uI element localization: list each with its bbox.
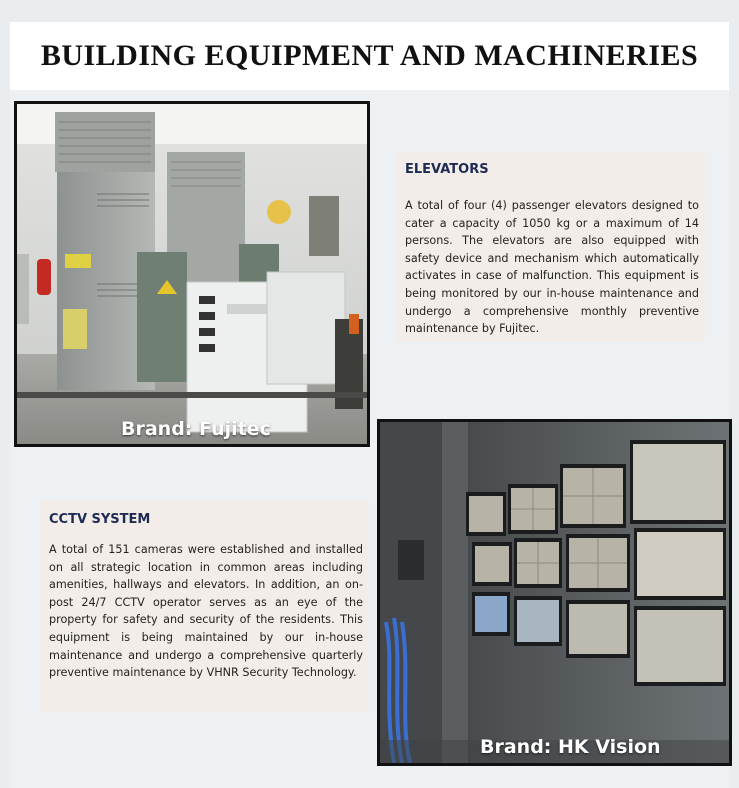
elevator-photo-illustration <box>17 104 367 444</box>
elevators-text-box <box>396 152 705 342</box>
page-title: BUILDING EQUIPMENT AND MACHINERIES <box>40 39 699 72</box>
cctv-text-box <box>40 500 369 712</box>
cctv-heading: CCTV SYSTEM <box>49 512 151 527</box>
elevator-brand-caption: Brand: Fujitec <box>121 418 271 440</box>
cctv-paragraph: A total of 151 cameras were established and installed on all strategic location in common areas including amenities, hallways and elevators. In addition, an on-post 24/7 CCTV operator serves as an eye of the property for safety and security of the residents. This equipment is being maintained by our in-house maintenance and undergo a comprehensive quarterly preventive maintenance by VHNR Security Technology. <box>49 543 363 680</box>
title-band <box>10 22 729 90</box>
cctv-photo-illustration <box>380 422 729 763</box>
cctv-brand-caption: Brand: HK Vision <box>480 736 661 758</box>
elevator-machine-room-photo <box>14 101 370 447</box>
elevators-heading: ELEVATORS <box>405 162 489 177</box>
cctv-monitor-room-photo <box>377 419 732 766</box>
elevators-paragraph: A total of four (4) passenger elevators designed to cater a capacity of 1050 kg or a maximum of 14 persons. The elevators are also equipped with safety device and mechanism which automatically activates in case of malfunction. This equipment is being monitored by our in-house maintenance and undergo a comprehensive monthly preventive maintenance by Fujitec. <box>405 199 699 336</box>
